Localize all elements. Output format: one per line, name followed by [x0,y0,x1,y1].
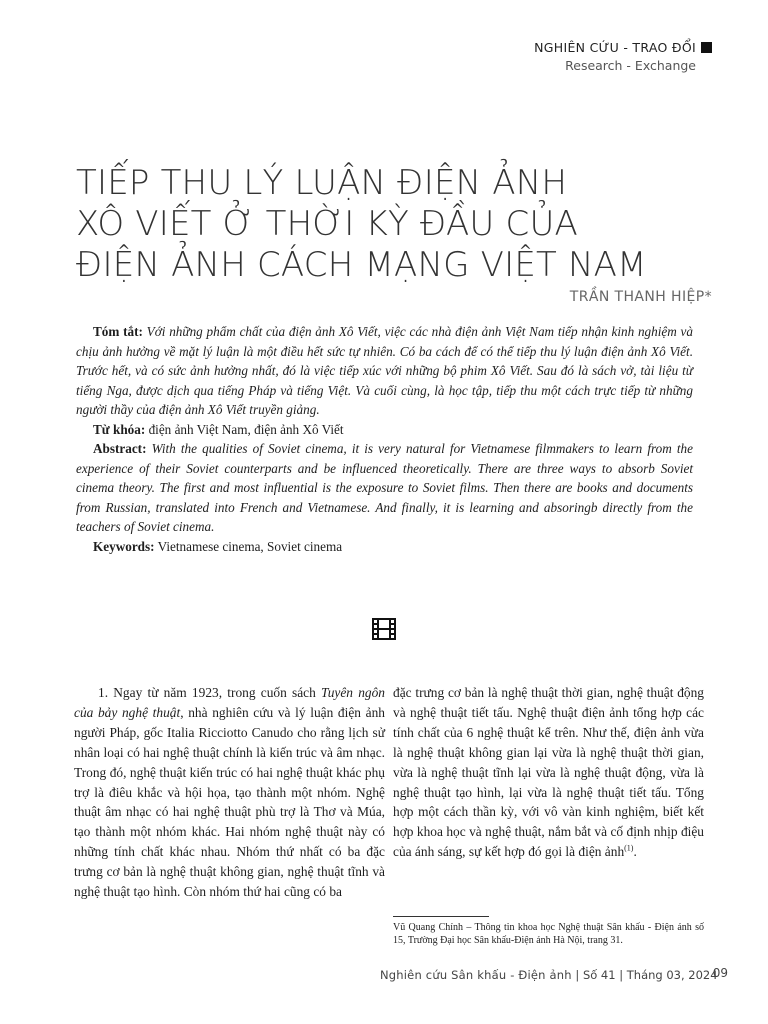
keywords-label: Keywords: [93,538,155,554]
tomtat-text: Với những phẩm chất của điện ảnh Xô Viết, việc các nhà điện ảnh Việt Nam tiếp nhận kinh nghiệm và chịu ảnh hưởng về mặt lý luận là một điều hết sức tự nhiên. Có ba cách để có thể tiếp thu lý luận điện ảnh Xô Viết. Trước hết, và có sức ảnh hưởng nhất, đó là việc tiếp xúc với những bộ phim Xô Viết. Sau đó là sách vở, tài liệu từ tiếng Nga, được dịch qua tiếng Pháp và tiếng Việt. Và cuối cùng, là học tập, tiếp thu một cách trực tiếp từ những người thầy của điện ảnh Xô Viết truyền giảng. [76,324,693,417]
tomtat-label: Tóm tắt: [93,324,143,339]
footnote-ref[interactable]: (1) [624,843,634,853]
article-title [76,163,716,286]
body-column-left [74,683,385,902]
section-title [534,40,712,55]
page-footer [380,968,730,982]
footer-separator: | [619,968,624,982]
footer-separator: | [575,968,580,982]
body-text: 1. Ngay từ năm 1923, trong cuốn sách [98,685,322,700]
tukhoa-text: điện ảnh Việt Nam, điện ảnh Xô Viết [148,421,344,437]
abstract-text: With the qualities of Soviet cinema, it is very natural for Vietnamese filmmakers to learn from the experience of their Soviet counterparts and be influenced theoretically. There are three ways to absorb Soviet cinema theory. The first and most influential is the exposure to Soviet films. Then there are books and documents from Russian, translated into French and Vietnamese. And finally, it is learning and absoringb directly from the teachers of Soviet cinema. [76,441,694,534]
keywords-text: Vietnamese cinema, Soviet cinema [157,538,343,554]
body-text: . [633,844,637,860]
footnote: Vũ Quang Chính – Thông tin khoa học Nghệ thuật Sân khấu - Điện ảnh số 15, Trường Đại học Sân khấu-Điện ảnh Hà Nội, trang 31. [393,922,704,946]
body-text: , nhà nghiên cứu và lý luận điện ảnh người Pháp, gốc Italia Ricciotto Canudo cho rằng lịch sử nhân loại có hai nghệ thuật chính là kiến trúc và âm nhạc. Trong đó, nghệ thuật kiến trúc có hai nghệ thuật khác phụ trợ là điêu khắc và hội họa, tạo thành một nhóm. Nghệ thuật âm nhạc có hai nghệ thuật phù trợ là Thơ và Múa, tạo thành một nhóm khác. Hai nhóm nghệ thuật này có những tính chất khác nhau. Nhóm thứ nhất có ba đặc trưng cơ bản là nghệ thuật không gian, nghệ thuật tĩnh và nghệ thuật tạo hình. Còn nhóm thứ hai cũng có ba [74,704,385,900]
tukhoa-label: Từ khóa: [93,421,146,437]
section-title-text: NGHIÊN CỨU - TRAO ĐỔI [534,40,696,55]
abstract-block [76,322,693,556]
title-line-3: ĐIỆN ẢNH CÁCH MẠNG VIỆT NAM [76,245,647,285]
title-line-2: XÔ VIẾT Ở THỜI KỲ ĐẦU CỦA [76,204,578,244]
tukhoa-paragraph [76,420,693,440]
footnote-divider [393,916,489,917]
film-strip-icon [372,618,396,640]
journal-name: Nghiên cứu Sân khấu - Điện ảnh [380,968,572,982]
section-subtitle: Research - Exchange [565,58,696,73]
keywords-paragraph [76,537,693,557]
issue-date: Tháng 03, 2024 [626,968,718,982]
author-name: TRẦN THANH HIỆP* [569,289,712,305]
title-line-1: TIẾP THU LÝ LUẬN ĐIỆN ẢNH [76,163,568,203]
body-paragraph-1-continued [393,683,704,862]
body-text: đặc trưng cơ bản là nghệ thuật thời gian, nghệ thuật động và nghệ thuật tiết tấu. Nghệ thuật điện ảnh tổng hợp các tính chất của 6 nghệ thuật kể trên. Như thế, điện ảnh vừa là nghệ thuật không gian lại vừa là nghệ thuật thời gian, vừa là nghệ thuật tĩnh lại vừa là nghệ thuật động, vừa là nghệ thuật tạo hình, lại vừa là nghệ thuật tiết tấu. Tổng hợp một cách thần kỳ, với vô vàn kinh nghiệm, biết kết hợp khoa học và nghệ thuật, nắm bắt và cố định nhịp điệu của ánh sáng, sự kết hợp đó gọi là điện ảnh [393,685,704,860]
body-column-right [393,683,704,862]
book-title: Tuyên ngôn của bảy nghệ thuật [74,685,385,720]
issue-number: Số 41 [582,968,616,982]
page-number: 09 [712,966,728,980]
abstract-label: Abstract: [93,441,147,456]
abstract-paragraph [76,439,693,537]
tomtat-paragraph [76,322,693,420]
page-header [534,40,712,73]
black-square-icon [701,42,712,53]
body-paragraph-1 [74,683,385,902]
